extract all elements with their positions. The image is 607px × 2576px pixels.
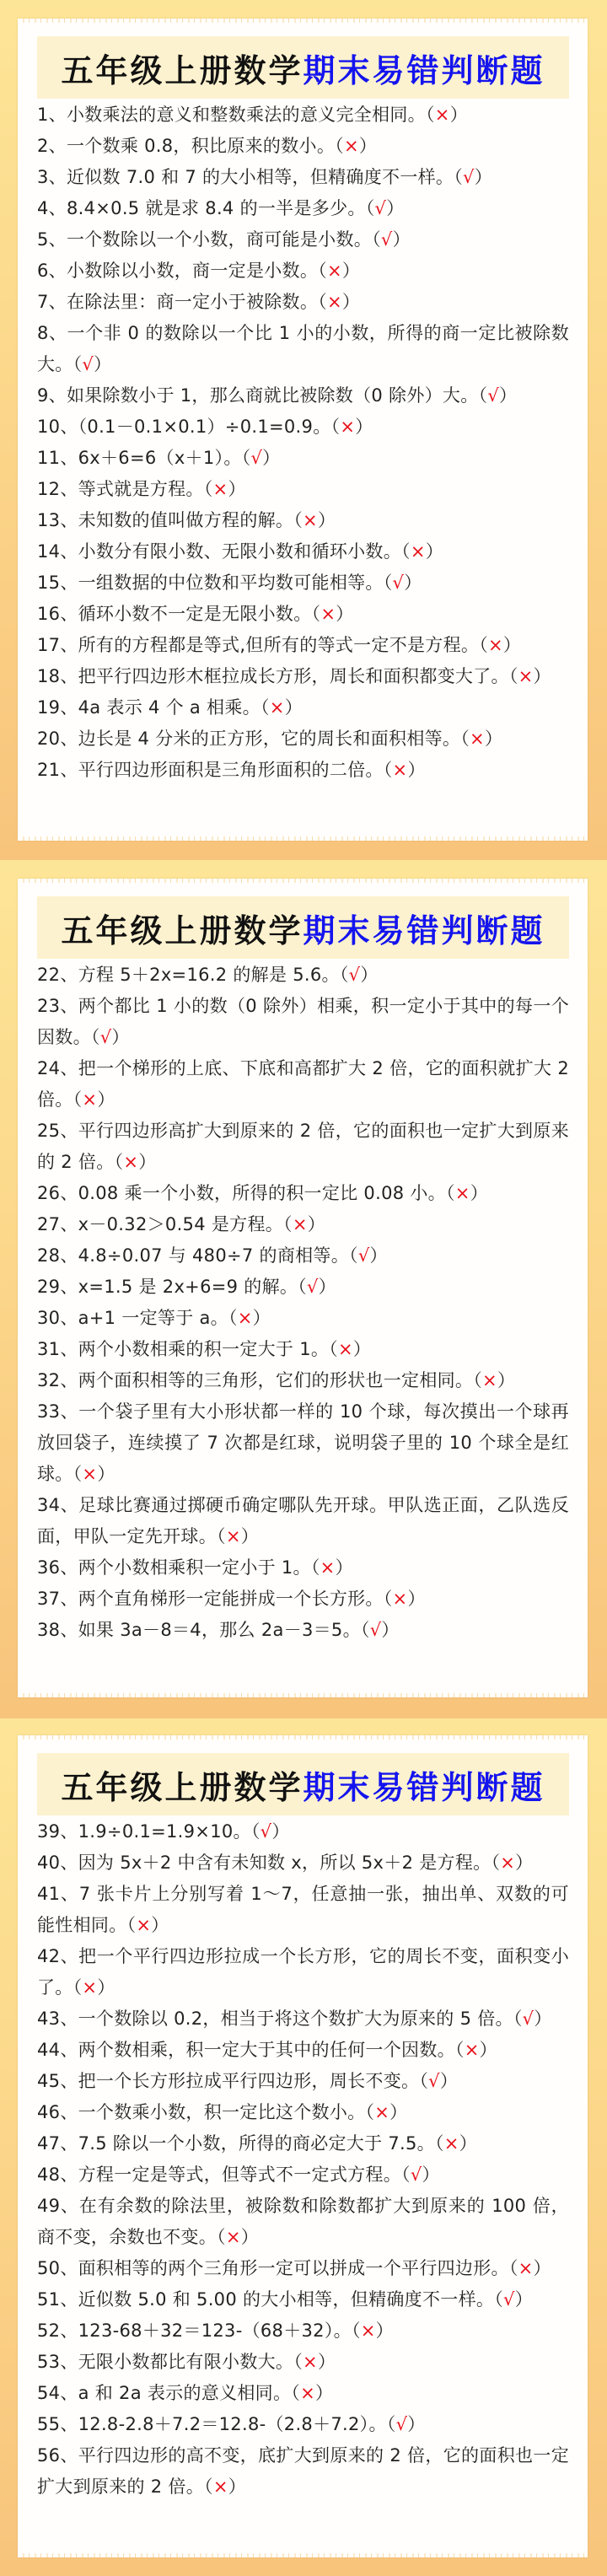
answer-cross-mark: （ × ） bbox=[384, 760, 426, 780]
answer-check-mark: （ √ ） bbox=[298, 1277, 336, 1297]
answer-cross-mark: （ × ） bbox=[331, 417, 373, 437]
question-text: 11、6x＋6=6（x＋1）。 bbox=[37, 448, 242, 468]
answer-cross-mark: （ × ） bbox=[312, 604, 354, 624]
question-item bbox=[37, 2035, 569, 2066]
question-item bbox=[37, 2003, 569, 2035]
answer-cross-mark: （ × ） bbox=[426, 105, 468, 125]
question-text: 22、方程 5＋2x=16.2 的解是 5.6。 bbox=[37, 965, 340, 985]
question-item bbox=[37, 1615, 569, 1646]
answer-cross-mark: （ × ） bbox=[318, 292, 360, 312]
question-text: 27、x－0.32＞0.54 是方程。 bbox=[37, 1214, 284, 1234]
title-black-part: 五年级上册数学 bbox=[61, 911, 304, 949]
question-item bbox=[37, 1941, 569, 2003]
question-item bbox=[37, 599, 569, 630]
answer-check-mark: （ √ ） bbox=[242, 448, 281, 468]
question-card-1 bbox=[18, 19, 588, 841]
question-text: 52、123-68＋32＝123-（68＋32）。 bbox=[37, 2321, 352, 2341]
question-text: 32、两个面积相等的三角形，它们的形状也一定相同。 bbox=[37, 1370, 474, 1390]
question-text: 51、近似数 5.0 和 5.00 的大小相等，但精确度不一样。 bbox=[37, 2289, 495, 2310]
question-item bbox=[37, 99, 569, 131]
question-text: 45、把一个长方形拉成平行四边形，周长不变。 bbox=[37, 2071, 420, 2091]
question-text: 54、a 和 2a 表示的意义相同。 bbox=[37, 2383, 292, 2403]
question-item bbox=[37, 2315, 569, 2347]
answer-cross-mark: （ × ） bbox=[73, 1089, 115, 1110]
question-item bbox=[37, 1552, 569, 1584]
answer-cross-mark: （ × ） bbox=[401, 541, 443, 562]
question-text: 20、边长是 4 分米的正方形，它的周长和面积相等。 bbox=[37, 729, 461, 749]
question-text: 36、两个小数相乘积一定小于 1。 bbox=[37, 1557, 311, 1578]
answer-cross-mark: （ × ） bbox=[293, 510, 336, 530]
question-text: 14、小数分有限小数、无限小数和循环小数。 bbox=[37, 541, 402, 562]
question-item bbox=[37, 505, 569, 536]
question-text: 39、1.9÷0.1=1.9×10。 bbox=[37, 1821, 251, 1842]
question-text: 49、在有余数的除法里，被除数和除数都扩大到原来的 100 倍，商不变，余数也不变。 bbox=[37, 2196, 569, 2247]
question-card-3 bbox=[18, 1735, 588, 2557]
question-text: 28、4.8÷0.07 与 480÷7 的商相等。 bbox=[37, 1245, 350, 1266]
question-item bbox=[37, 380, 569, 411]
question-list bbox=[37, 99, 569, 786]
answer-check-mark: （ √ ） bbox=[479, 385, 518, 406]
question-item bbox=[37, 2191, 569, 2253]
question-list bbox=[37, 960, 569, 1646]
answer-cross-mark: （ × ） bbox=[455, 2040, 497, 2060]
question-item bbox=[37, 755, 569, 786]
question-text: 15、一组数据的中位数和平均数可能相等。 bbox=[37, 573, 384, 593]
title-black-part: 五年级上册数学 bbox=[61, 1767, 304, 1806]
question-item bbox=[37, 723, 569, 755]
answer-check-mark: （ √ ） bbox=[73, 354, 112, 374]
question-item bbox=[37, 255, 569, 287]
question-item bbox=[37, 1816, 569, 1847]
answer-cross-mark: （ × ） bbox=[204, 2477, 246, 2497]
question-text: 46、一个数乘小数，积一定比这个数小。 bbox=[37, 2102, 366, 2122]
question-item bbox=[37, 2440, 569, 2503]
answer-cross-mark: （ × ） bbox=[509, 2258, 551, 2278]
answer-check-mark: （ √ ） bbox=[340, 965, 379, 985]
question-text: 29、x=1.5 是 2x+6=9 的解。 bbox=[37, 1277, 298, 1297]
answer-cross-mark: （ × ） bbox=[384, 1589, 426, 1609]
answer-check-mark: （ √ ） bbox=[91, 1027, 130, 1047]
question-item bbox=[37, 2159, 569, 2191]
answer-check-mark: （ √ ） bbox=[366, 198, 405, 218]
answer-check-mark: （ √ ） bbox=[387, 2414, 426, 2434]
answer-cross-mark: （ × ） bbox=[329, 1339, 371, 1359]
answer-cross-mark: （ × ） bbox=[460, 729, 502, 749]
question-text: 10、（0.1－0.1×0.1）÷0.1=0.9。 bbox=[37, 417, 331, 437]
question-text: 8、一个非 0 的数除以一个比 1 小的小数，所得的商一定比被除数大。 bbox=[37, 323, 569, 374]
question-item bbox=[37, 2347, 569, 2378]
answer-cross-mark: （ × ） bbox=[283, 1214, 325, 1234]
question-text: 19、4a 表示 4 个 a 相乘。 bbox=[37, 697, 261, 718]
question-text: 50、面积相等的两个三角形一定可以拼成一个平行四边形。 bbox=[37, 2258, 509, 2278]
answer-cross-mark: （ × ） bbox=[261, 697, 303, 718]
title-blue-part: 期末易错判断题 bbox=[303, 1767, 545, 1806]
question-item bbox=[37, 1209, 569, 1240]
question-text: 30、a+1 一定等于 a。 bbox=[37, 1308, 228, 1328]
answer-check-mark: （ √ ） bbox=[494, 2289, 533, 2310]
page-title bbox=[61, 1761, 545, 1808]
question-text: 38、如果 3a－8＝4，那么 2a－3＝5。 bbox=[37, 1620, 361, 1640]
question-text: 53、无限小数都比有限小数大。 bbox=[37, 2352, 294, 2372]
answer-check-mark: （ √ ） bbox=[349, 1245, 388, 1266]
question-item bbox=[37, 1178, 569, 1209]
title-banner bbox=[37, 1753, 569, 1815]
answer-cross-mark: （ × ） bbox=[352, 2321, 394, 2341]
answer-cross-mark: （ × ） bbox=[435, 2133, 477, 2154]
question-item bbox=[37, 1116, 569, 1178]
question-text: 25、平行四边形高扩大到原来的 2 倍，它的面积也一定扩大到原来的 2 倍。 bbox=[37, 1121, 569, 1172]
answer-cross-mark: （ × ） bbox=[73, 1977, 115, 1998]
question-item bbox=[37, 193, 569, 224]
answer-cross-mark: （ × ） bbox=[311, 1557, 353, 1578]
answer-cross-mark: （ × ） bbox=[217, 2227, 259, 2247]
question-text: 40、因为 5x＋2 中含有未知数 x，所以 5x＋2 是方程。 bbox=[37, 1853, 492, 1873]
answer-check-mark: （ √ ） bbox=[384, 573, 422, 593]
question-text: 56、平行四边形的高不变，底扩大到原来的 2 倍，它的面积也一定扩大到原来的 2 倍。 bbox=[37, 2445, 569, 2497]
answer-cross-mark: （ × ） bbox=[228, 1308, 271, 1328]
answer-cross-mark: （ × ） bbox=[318, 261, 360, 281]
question-item bbox=[37, 318, 569, 380]
question-item bbox=[37, 567, 569, 599]
question-text: 42、把一个平行四边形拉成一个长方形，它的周长不变，面积变小了。 bbox=[37, 1946, 569, 1998]
question-text: 21、平行四边形面积是三角形面积的二倍。 bbox=[37, 760, 384, 780]
answer-cross-mark: （ × ） bbox=[446, 1183, 488, 1203]
question-text: 24、把一个梯形的上底、下底和高都扩大 2 倍，它的面积就扩大 2 倍。 bbox=[37, 1058, 569, 1110]
answer-cross-mark: （ × ） bbox=[115, 1152, 157, 1172]
answer-cross-mark: （ × ） bbox=[204, 479, 246, 499]
question-item bbox=[37, 1272, 569, 1303]
question-text: 37、两个直角梯形一定能拼成一个长方形。 bbox=[37, 1589, 384, 1609]
answer-check-mark: （ √ ） bbox=[251, 1821, 290, 1842]
question-list bbox=[37, 1816, 569, 2503]
question-item bbox=[37, 2409, 569, 2440]
question-item bbox=[37, 536, 569, 567]
question-text: 5、一个数除以一个小数，商可能是小数。 bbox=[37, 229, 373, 250]
answer-cross-mark: （ × ） bbox=[217, 1526, 259, 1546]
answer-cross-mark: （ × ） bbox=[335, 136, 377, 156]
question-item bbox=[37, 131, 569, 162]
question-text: 26、0.08 乘一个小数，所得的积一定比 0.08 小。 bbox=[37, 1183, 446, 1203]
question-item bbox=[37, 1396, 569, 1490]
question-text: 6、小数除以小数，商一定是小数。 bbox=[37, 261, 319, 281]
page-title bbox=[61, 45, 545, 91]
question-text: 48、方程一定是等式，但等式不一定式方程。 bbox=[37, 2165, 402, 2185]
title-blue-part: 期末易错判断题 bbox=[303, 911, 545, 949]
answer-check-mark: （ √ ） bbox=[419, 2071, 458, 2091]
question-item bbox=[37, 991, 569, 1053]
question-text: 41、7 张卡片上分别写着 1～7，任意抽一张，抽出单、双数的可能性相同。 bbox=[37, 1884, 569, 1935]
answer-cross-mark: （ × ） bbox=[293, 2352, 336, 2372]
question-text: 16、循环小数不一定是无限小数。 bbox=[37, 604, 312, 624]
question-item bbox=[37, 2378, 569, 2409]
title-black-part: 五年级上册数学 bbox=[61, 51, 304, 89]
question-item bbox=[37, 224, 569, 255]
answer-check-mark: （ √ ） bbox=[454, 167, 492, 187]
question-text: 23、两个都比 1 小的数（0 除外）相乘，积一定小于其中的每一个因数。 bbox=[37, 996, 569, 1047]
question-text: 7、在除法里：商一定小于被除数。 bbox=[37, 292, 319, 312]
answer-cross-mark: （ × ） bbox=[365, 2102, 407, 2122]
question-text: 2、一个数乘 0.8，积比原来的数小。 bbox=[37, 136, 336, 156]
answer-check-mark: （ √ ） bbox=[513, 2009, 552, 2029]
question-item bbox=[37, 1303, 569, 1334]
question-text: 43、一个数除以 0.2，相当于将这个数扩大为原来的 5 倍。 bbox=[37, 2009, 513, 2029]
answer-check-mark: （ √ ） bbox=[401, 2165, 440, 2185]
question-text: 34、足球比赛通过掷硬币确定哪队先开球。甲队选正面，乙队选反面，甲队一定先开球。 bbox=[37, 1495, 569, 1546]
question-item bbox=[37, 2066, 569, 2097]
question-text: 1、小数乘法的意义和整数乘法的意义完全相同。 bbox=[37, 105, 426, 125]
title-banner bbox=[37, 36, 569, 99]
question-text: 44、两个数相乘，积一定大于其中的任何一个因数。 bbox=[37, 2040, 455, 2060]
question-text: 4、8.4×0.5 就是求 8.4 的一半是多少。 bbox=[37, 198, 366, 218]
question-item bbox=[37, 287, 569, 318]
question-item bbox=[37, 1240, 569, 1272]
question-text: 55、12.8-2.8＋7.2＝12.8-（2.8＋7.2）。 bbox=[37, 2414, 387, 2434]
question-text: 3、近似数 7.0 和 7 的大小相等，但精确度不一样。 bbox=[37, 167, 454, 187]
question-card-2 bbox=[18, 879, 588, 1697]
question-text: 33、一个袋子里有大小形状都一样的 10 个球，每次摸出一个球再放回袋子，连续摸了 7 次都是红球，说明袋子里的 10 个球全是红球。 bbox=[37, 1401, 569, 1484]
question-item bbox=[37, 1334, 569, 1365]
question-item bbox=[37, 1490, 569, 1552]
question-item bbox=[37, 2284, 569, 2315]
question-item bbox=[37, 2097, 569, 2128]
question-item bbox=[37, 1847, 569, 1879]
title-blue-part: 期末易错判断题 bbox=[303, 51, 545, 89]
question-item bbox=[37, 630, 569, 661]
question-item bbox=[37, 692, 569, 723]
question-text: 17、所有的方程都是等式,但所有的等式一定不是方程。 bbox=[37, 635, 480, 655]
question-text: 12、等式就是方程。 bbox=[37, 479, 204, 499]
question-item bbox=[37, 2253, 569, 2284]
answer-check-mark: （ √ ） bbox=[361, 1620, 400, 1640]
question-text: 18、把平行四边形木框拉成长方形，周长和面积都变大了。 bbox=[37, 666, 509, 686]
question-item bbox=[37, 474, 569, 505]
question-text: 31、两个小数相乘的积一定大于 1。 bbox=[37, 1339, 330, 1359]
answer-check-mark: （ √ ） bbox=[372, 229, 411, 250]
question-item bbox=[37, 1053, 569, 1116]
question-item bbox=[37, 1879, 569, 1941]
question-item bbox=[37, 411, 569, 443]
question-item bbox=[37, 661, 569, 692]
question-text: 47、7.5 除以一个小数，所得的商必定大于 7.5。 bbox=[37, 2133, 435, 2154]
question-item bbox=[37, 2128, 569, 2159]
question-text: 9、如果除数小于 1，那么商就比被除数（0 除外）大。 bbox=[37, 385, 479, 406]
answer-cross-mark: （ × ） bbox=[473, 1370, 515, 1390]
answer-cross-mark: （ × ） bbox=[291, 2383, 333, 2403]
answer-cross-mark: （ × ） bbox=[73, 1464, 115, 1484]
question-item bbox=[37, 1365, 569, 1396]
question-item bbox=[37, 162, 569, 193]
title-banner bbox=[37, 896, 569, 959]
answer-cross-mark: （ × ） bbox=[479, 635, 521, 655]
answer-cross-mark: （ × ） bbox=[509, 666, 551, 686]
answer-cross-mark: （ × ） bbox=[127, 1915, 169, 1935]
question-item bbox=[37, 1584, 569, 1615]
question-item bbox=[37, 443, 569, 474]
question-item bbox=[37, 960, 569, 991]
answer-cross-mark: （ × ） bbox=[491, 1853, 533, 1873]
question-text: 13、未知数的值叫做方程的解。 bbox=[37, 510, 294, 530]
page-title bbox=[61, 905, 545, 951]
